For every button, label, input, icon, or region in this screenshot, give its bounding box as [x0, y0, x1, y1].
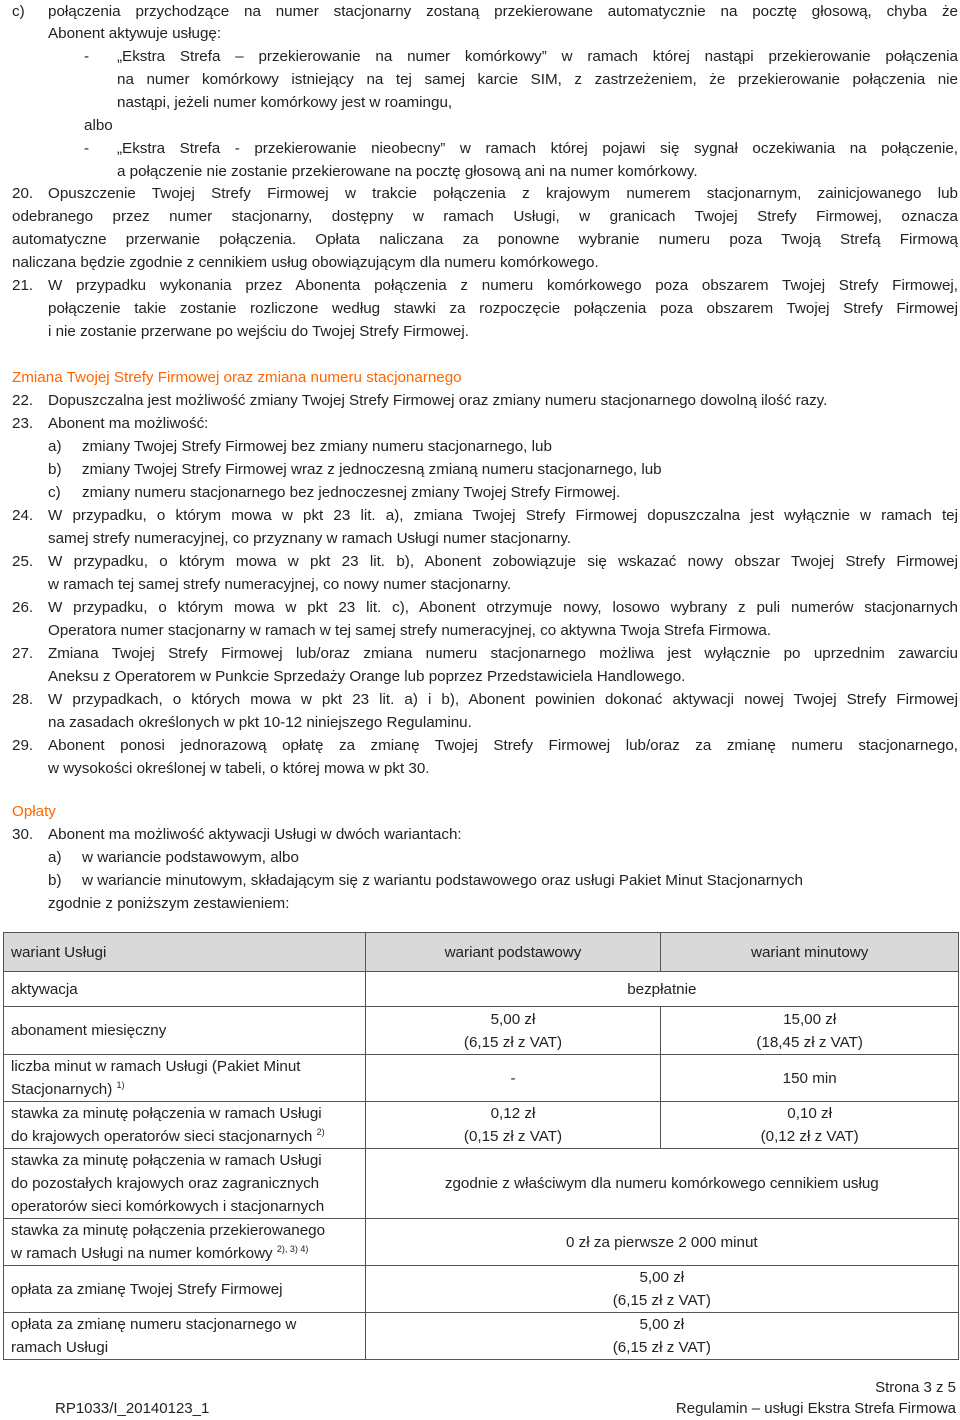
minutes-label-2: Stacjonarnych) — [11, 1081, 113, 1098]
row-domestic-rate-minute — [661, 1102, 959, 1149]
document-code: RP1033/I_20140123_1 — [55, 1400, 210, 1417]
clause-c-line-2: Abonent aktywuje usługę: — [48, 25, 222, 42]
paragraph-30-line-1: Abonent ma możliwość aktywacji Usługi w dwóch wariantach: — [48, 826, 462, 843]
paragraph-24-line-1: W przypadku, o którym mowa w pkt 23 lit. a), zmiana Twojej Strefy Firmowej dopuszczalna jest wyłącznie w ramach tej — [48, 507, 958, 524]
paragraph-30-b-line-2: zgodnie z poniższym zestawieniem: — [48, 895, 290, 912]
paragraph-23-b-label: b) — [48, 461, 62, 478]
page-number: Strona 3 z 5 — [875, 1379, 956, 1396]
row-number-change-label — [4, 1313, 366, 1360]
minutes-label-1: liczba minut w ramach Usługi (Pakiet Minut — [11, 1058, 301, 1075]
option-2-line-2: a połączenie nie zostanie przekierowane na pocztę głosową ani na numer komórkowy. — [117, 163, 698, 180]
table-row — [4, 1219, 959, 1266]
forward-rate-label-2: w ramach Usługi na numer komórkowy — [11, 1245, 273, 1262]
row-subscription-label: abonament miesięczny — [4, 1007, 366, 1055]
domestic-rate-label-2-wrap — [11, 1125, 358, 1148]
forward-rate-label-1: stawka za minutę połączenia przekierowanego — [11, 1222, 326, 1239]
domestic-rate-label-2: do krajowych operatorów sieci stacjonarnych — [11, 1128, 313, 1145]
paragraph-23-a: zmiany Twojej Strefy Firmowej bez zmiany numeru stacjonarnego, lub — [82, 438, 552, 455]
table-row — [4, 1313, 959, 1360]
row-minutes-basic: - — [365, 1055, 661, 1102]
option-1-line-2: na numer komórkowy istniejący na tej samej karcie SIM, z zastrzeżeniem, że przekierowanie połączenia nie — [117, 71, 958, 88]
clause-c-label: c) — [12, 3, 25, 20]
paragraph-23-line-1: Abonent ma możliwość: — [48, 415, 209, 432]
option-2-line-1: „Ekstra Strefa - przekierowanie nieobecny” w ramach której pojawi się sygnał oczekiwania na połączenie, — [117, 140, 958, 157]
paragraph-23-number: 23. — [12, 415, 34, 432]
section-heading-oplaty: Opłaty — [12, 803, 56, 820]
paragraph-21-line-1: W przypadku wykonania przez Abonenta połączenia z numeru komórkowego poza obszarem Twojej Strefy Firmowej, — [48, 277, 958, 294]
paragraph-30-number: 30. — [12, 826, 34, 843]
header-variant-text: wariant Usługi — [11, 943, 107, 961]
paragraph-23-b: zmiany Twojej Strefy Firmowej wraz z jednoczesną zmianą numeru stacjonarnego, lub — [82, 461, 662, 478]
row-activation-value: bezpłatnie — [365, 972, 958, 1007]
other-rate-label-3: operatorów sieci komórkowych i stacjonarnych — [11, 1198, 325, 1215]
other-rate-label-2: do pozostałych krajowych oraz zagranicznych — [11, 1175, 320, 1192]
row-subscription-basic — [365, 1007, 661, 1055]
table-row — [4, 1266, 959, 1313]
header-variant — [4, 933, 366, 972]
paragraph-24-line-2: samej strefy numeracyjnej, co przyznany w ramach Usługi numer stacjonarny. — [48, 530, 572, 547]
paragraph-30-a-label: a) — [48, 849, 62, 866]
paragraph-30-b: w wariancie minutowym, składającym się z wariantu podstawowego oraz usługi Pakiet Minut Stacjonarnych — [82, 872, 803, 889]
zone-change-net: 5,00 zł — [639, 1269, 685, 1286]
header-minute — [661, 933, 959, 972]
paragraph-28-line-1: W przypadkach, o których mowa w pkt 23 lit. a) i b), Abonent powinien dokonać aktywacji nowej Twojej Strefy Firmowej — [48, 691, 958, 708]
subscription-basic-net: 5,00 zł — [490, 1010, 536, 1028]
number-change-label-2: ramach Usługi — [11, 1339, 109, 1356]
forward-rate-label-2-wrap — [11, 1242, 358, 1265]
paragraph-26-line-2: Operatora numer stacjonarny w ramach w tej samej strefy numeracyjnej, co aktywna Twoja Strefa Firmowa. — [48, 622, 772, 639]
subscription-minute-net: 15,00 zł — [783, 1010, 837, 1028]
domestic-rate-basic-gross: (0,15 zł z VAT) — [463, 1128, 563, 1145]
paragraph-21-line-2: połączenie takie zostanie rozliczone według stawki za rozpoczęcie połączenia poza obszarem Twojej Strefy Firmowej — [48, 300, 958, 317]
row-forward-rate-value: 0 zł za pierwsze 2 000 minut — [365, 1219, 958, 1266]
domestic-rate-basic-net: 0,12 zł — [490, 1105, 536, 1122]
row-activation-label: aktywacja — [4, 972, 366, 1007]
row-forward-rate-label — [4, 1219, 366, 1266]
option-1-line-3: nastąpi, jeżeli numer komórkowy jest w roamingu, — [117, 94, 453, 111]
paragraph-27-line-2: Aneksu z Operatorem w Punkcie Sprzedaży Orange lub poprzez Przedstawiciela Handlowego. — [48, 668, 686, 685]
domestic-rate-label-1: stawka za minutę połączenia w ramach Usługi — [11, 1105, 322, 1122]
header-minute-text: wariant minutowy — [751, 943, 869, 961]
paragraph-20-number: 20. — [12, 185, 34, 202]
paragraph-20-line-4: naliczana będzie zgodnie z cennikiem usług obowiązującym dla numeru komórkowego. — [12, 254, 599, 271]
paragraph-24-number: 24. — [12, 507, 34, 524]
table-header-row — [4, 933, 959, 972]
paragraph-25-line-1: W przypadku, o którym mowa w pkt 23 lit. b), Abonent zobowiązuje się wskazać nowy obszar Twojej Strefy Firmowej — [48, 553, 958, 570]
paragraph-27-line-1: Zmiana Twojej Strefy Firmowej lub/oraz zmiana numeru stacjonarnego możliwa jest wyłącznie po uprzednim zawarciu — [48, 645, 958, 662]
paragraph-23-a-label: a) — [48, 438, 62, 455]
paragraph-29-line-1: Abonent ponosi jednorazową opłatę za zmianę Twojej Strefy Firmowej lub/oraz za zmianę numeru stacjonarnego, — [48, 737, 958, 754]
paragraph-29-line-2: w wysokości określonej w tabeli, o której mowa w pkt 30. — [48, 760, 430, 777]
option-1-line-1: „Ekstra Strefa – przekierowanie na numer komórkowy” w ramach której nastąpi przekierowanie połączenia — [117, 48, 958, 65]
zone-change-gross: (6,15 zł z VAT) — [612, 1292, 711, 1309]
paragraph-21-line-3: i nie zostanie przerwane po wejściu do Twojej Strefy Firmowej. — [48, 323, 469, 340]
table-row — [4, 1102, 959, 1149]
number-change-gross: (6,15 zł z VAT) — [612, 1339, 711, 1356]
table-row — [4, 972, 959, 1007]
paragraph-25-line-2: w ramach tej samej strefy numeracyjnej, co nowy numer stacjonarny. — [48, 576, 512, 593]
paragraph-25-number: 25. — [12, 553, 34, 570]
option-2-dash: - — [84, 140, 90, 157]
number-change-net: 5,00 zł — [639, 1316, 685, 1333]
paragraph-20-line-1: Opuszczenie Twojej Strefy Firmowej w trakcie połączenia z krajowym numerem stacjonarnym, zainicjowanego lub — [48, 185, 958, 202]
minutes-label-2-wrap — [11, 1078, 358, 1101]
row-minutes-minute: 150 min — [661, 1055, 959, 1102]
paragraph-26-number: 26. — [12, 599, 34, 616]
row-other-rate-value: zgodnie z właściwym dla numeru komórkowego cennikiem usług — [365, 1149, 958, 1219]
paragraph-27-number: 27. — [12, 645, 34, 662]
table-row — [4, 1055, 959, 1102]
document-title: Regulamin – usługi Ekstra Strefa Firmowa — [675, 1400, 956, 1417]
subscription-basic-gross: (6,15 zł z VAT) — [463, 1033, 563, 1051]
paragraph-22-line-1: Dopuszczalna jest możliwość zmiany Twojej Strefy Firmowej oraz zmiany numeru stacjonarnego dowolną ilość razy. — [48, 392, 828, 409]
paragraph-28-number: 28. — [12, 691, 34, 708]
table-row — [4, 1007, 959, 1055]
paragraph-22-number: 22. — [12, 392, 34, 409]
row-domestic-rate-basic — [365, 1102, 661, 1149]
row-number-change-value — [365, 1313, 958, 1360]
paragraph-30-a: w wariancie podstawowym, albo — [82, 849, 299, 866]
paragraph-20-line-3: automatyczne przerwanie połączenia. Opłata naliczana za ponowne wybranie numeru poza Twoją Strefą Firmową — [12, 231, 958, 248]
row-subscription-minute — [661, 1007, 959, 1055]
row-zone-change-value — [365, 1266, 958, 1313]
row-minutes-label — [4, 1055, 366, 1102]
subscription-minute-gross: (18,45 zł z VAT) — [756, 1033, 863, 1051]
paragraph-20-line-2: odebranego przez numer stacjonarny, dostępny w ramach Usługi, w granicach Twojej Strefy Firmowej, oznacza — [12, 208, 958, 225]
paragraph-23-c-label: c) — [48, 484, 61, 501]
row-zone-change-label: opłata za zmianę Twojej Strefy Firmowej — [4, 1266, 366, 1313]
row-domestic-rate-label — [4, 1102, 366, 1149]
domestic-rate-minute-net: 0,10 zł — [787, 1105, 833, 1122]
clause-c-line-1: połączenia przychodzące na numer stacjonarny zostaną przekierowane automatycznie na pocztę głosową, chyba że — [48, 3, 958, 20]
paragraph-26-line-1: W przypadku, o którym mowa w pkt 23 lit. c), Abonent otrzymuje nowy, losowo wybrany z puli numerów stacjonarnych — [48, 599, 958, 616]
fees-table — [3, 932, 959, 1360]
paragraph-23-c: zmiany numeru stacjonarnego bez jednoczesnej zmiany Twojej Strefy Firmowej. — [82, 484, 621, 501]
paragraph-28-line-2: na zasadach określonych w pkt 10-12 niniejszego Regulaminu. — [48, 714, 472, 731]
section-heading-zmiana: Zmiana Twojej Strefy Firmowej oraz zmiana numeru stacjonarnego — [12, 369, 462, 386]
other-rate-label-1: stawka za minutę połączenia w ramach Usługi — [11, 1152, 322, 1169]
header-basic — [365, 933, 661, 972]
paragraph-21-number: 21. — [12, 277, 34, 294]
header-basic-text: wariant podstawowy — [444, 943, 582, 961]
number-change-label-1: opłata za zmianę numeru stacjonarnego w — [11, 1316, 297, 1333]
paragraph-29-number: 29. — [12, 737, 34, 754]
minutes-footnote: 1) — [116, 1080, 125, 1090]
albo-text: albo — [84, 117, 113, 134]
paragraph-30-b-label: b) — [48, 872, 62, 889]
forward-rate-footnote: 2), 3) 4) — [276, 1244, 309, 1254]
row-other-rate-label — [4, 1149, 366, 1219]
option-1-dash: - — [84, 48, 90, 65]
domestic-rate-minute-gross: (0,12 zł z VAT) — [760, 1128, 859, 1145]
table-row — [4, 1149, 959, 1219]
domestic-rate-footnote: 2) — [316, 1127, 325, 1137]
